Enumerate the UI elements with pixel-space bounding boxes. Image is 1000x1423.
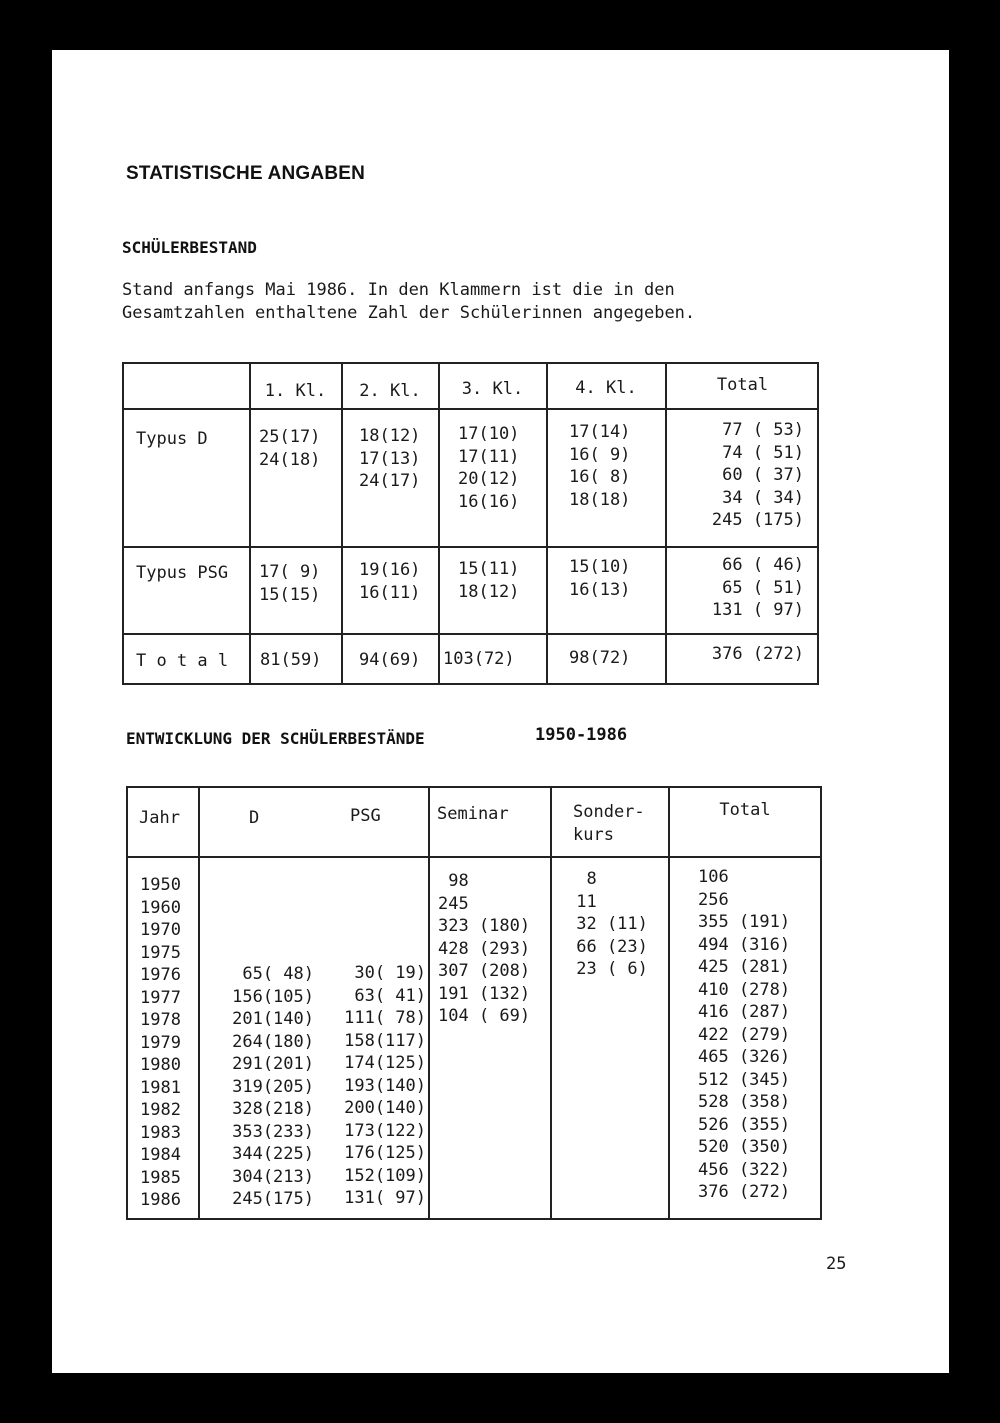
col-divider xyxy=(550,787,552,1219)
cell-d-total: 77 ( 53) 74 ( 51) 60 ( 37) 34 ( 34) 245 (175) xyxy=(711,420,804,530)
cell-total-k3: 103(72) xyxy=(443,649,515,669)
cell-psg-k2: 19(16) 16(11) xyxy=(359,560,421,603)
col-header-total: Total xyxy=(719,800,771,820)
cell-d-k4: 17(14) 16( 9) 16( 8) 18(18) xyxy=(569,422,631,510)
cell-total-k2: 94(69) xyxy=(359,650,421,670)
col-divider xyxy=(198,787,200,1219)
col-header-seminar: Seminar xyxy=(437,804,509,824)
col-divider xyxy=(665,363,667,684)
col-divider xyxy=(438,363,440,684)
col-header-psg: PSG xyxy=(350,806,381,826)
intro-line-2: Gesamtzahlen enthaltene Zahl der Schülerinnen angegeben. xyxy=(122,303,696,323)
cell-psg-k1: 17( 9) 15(15) xyxy=(259,562,321,605)
col-header-total: Total xyxy=(716,375,769,395)
row-label-typus-d: Typus D xyxy=(136,429,208,449)
col-header-k3: 3. Kl. xyxy=(461,379,524,399)
col-total-values: 106 256 355 (191) 494 (316) 425 (281) 410 (278) 416 (287) 422 (279) 465 (326) 512 (345) 528 (358) 526 (355) 520 (350) 456 (322) 376 (272) xyxy=(698,867,791,1202)
cell-total-k4: 98(72) xyxy=(569,648,631,668)
col-header-k4: 4. Kl. xyxy=(575,378,637,398)
cell-d-k1: 25(17) 24(18) xyxy=(259,427,321,470)
intro-paragraph xyxy=(122,279,695,325)
cell-psg-total: 66 ( 46) 65 ( 51) 131 ( 97) xyxy=(711,555,804,620)
col-sonderkurs-values: 8 11 32 (11) 66 (23) 23 ( 6) xyxy=(576,869,648,979)
intro-line-1: Stand anfangs Mai 1986. In den Klammern ist die in den xyxy=(122,280,675,300)
row-divider xyxy=(123,546,818,548)
row-label-typus-psg: Typus PSG xyxy=(136,563,229,583)
col-divider xyxy=(341,363,343,684)
page-heading: STATISTISCHE ANGABEN xyxy=(126,163,366,184)
col-divider xyxy=(546,363,548,684)
col-jahr-values: 1950 1960 1970 1975 1976 1977 1978 1979 1980 1981 1982 1983 1984 1985 1986 xyxy=(140,875,181,1210)
col-d-values: 65( 48) 156(105) 201(140) 264(180) 291(201) 319(205) 328(218) 353(233) 344(225) 304(213) 245(175) xyxy=(232,964,314,1209)
document-page xyxy=(52,50,949,1373)
section-years: 1950-1986 xyxy=(535,725,628,745)
cell-psg-k3: 15(11) 18(12) xyxy=(458,559,520,602)
col-divider xyxy=(428,787,430,1219)
row-label-total: T o t a l xyxy=(136,651,229,671)
col-seminar-values: 98 245 323 (180) 428 (293) 307 (208) 191 (132) 104 ( 69) xyxy=(438,871,531,1026)
cell-psg-k4: 15(10) 16(13) xyxy=(569,557,631,600)
col-header-k2: 2. Kl. xyxy=(359,381,421,401)
section-title-entwicklung: ENTWICKLUNG DER SCHÜLERBESTÄNDE xyxy=(126,729,425,748)
cell-d-k3: 17(10) 17(11) 20(12) 16(16) xyxy=(458,424,520,512)
cell-total-total: 376 (272) xyxy=(711,644,804,664)
col-header-jahr: Jahr xyxy=(139,808,180,828)
col-divider xyxy=(668,787,670,1219)
col-header-k1: 1. Kl. xyxy=(264,381,327,401)
row-divider xyxy=(127,856,821,858)
col-header-sonderkurs: Sonder- kurs xyxy=(573,802,645,845)
col-divider xyxy=(249,363,251,684)
page-number: 25 xyxy=(826,1254,847,1274)
cell-total-k1: 81(59) xyxy=(260,650,322,670)
row-divider xyxy=(123,633,818,635)
section-title-schuelerbestand: SCHÜLERBESTAND xyxy=(122,238,257,257)
cell-d-k2: 18(12) 17(13) 24(17) xyxy=(359,426,421,491)
col-header-d: D xyxy=(249,808,260,828)
row-divider xyxy=(123,408,818,410)
col-psg-values: 30( 19) 63( 41) 111( 78) 158(117) 174(125) 193(140) 200(140) 173(122) 176(125) 152(109) 131( 97) xyxy=(344,963,426,1208)
